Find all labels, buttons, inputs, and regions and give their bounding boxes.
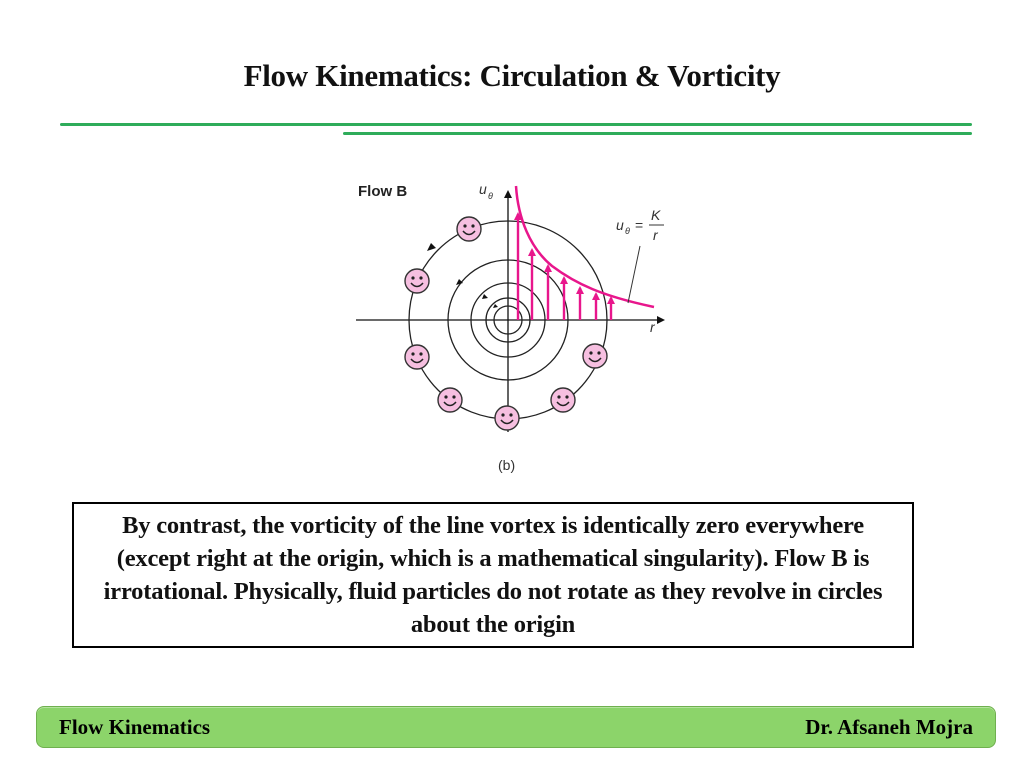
figure-caption: (b)	[498, 457, 516, 473]
explanation-text: By contrast, the vorticity of the line vortex is identically zero everywhere (except right at the origin, which is a mathematical singularity). Flow B is irrotational. Physically, fluid particles do not rotate as they revolve in circles about the origin	[103, 512, 883, 638]
streamline-arrowhead	[493, 304, 498, 308]
axis-u-label: u	[479, 181, 487, 197]
title-rule-bottom	[343, 132, 972, 135]
footer-course-title: Flow Kinematics	[59, 715, 211, 739]
smiley-particle	[438, 388, 462, 412]
formula-denominator: r	[653, 227, 658, 243]
axis-r-label: r	[650, 319, 655, 335]
explanation-box	[72, 502, 914, 648]
formula-lhs-subscript: θ	[625, 226, 630, 236]
formula-lhs: u	[616, 217, 624, 233]
smiley-particle	[405, 345, 429, 369]
smiley-particle	[551, 388, 575, 412]
axis-u-subscript: θ	[488, 191, 493, 201]
panel-label: Flow B	[358, 183, 408, 200]
velocity-curve	[516, 186, 654, 307]
smiley-particle	[495, 406, 519, 430]
footer-bar	[36, 706, 996, 748]
slide-title: Flow Kinematics: Circulation & Vorticity	[243, 58, 781, 93]
formula-equals: =	[635, 217, 644, 233]
streamline-arrowhead	[427, 243, 436, 251]
formula-numerator: K	[651, 207, 661, 223]
formula-leader-line	[628, 246, 640, 303]
title-rule-top	[60, 123, 972, 126]
streamline-arrowhead	[482, 294, 488, 299]
smiley-particle	[583, 344, 607, 368]
smiley-particle	[405, 269, 429, 293]
flow-b-figure	[340, 170, 680, 480]
smiley-particle	[457, 217, 481, 241]
footer-author: Dr. Afsaneh Mojra	[805, 715, 973, 739]
